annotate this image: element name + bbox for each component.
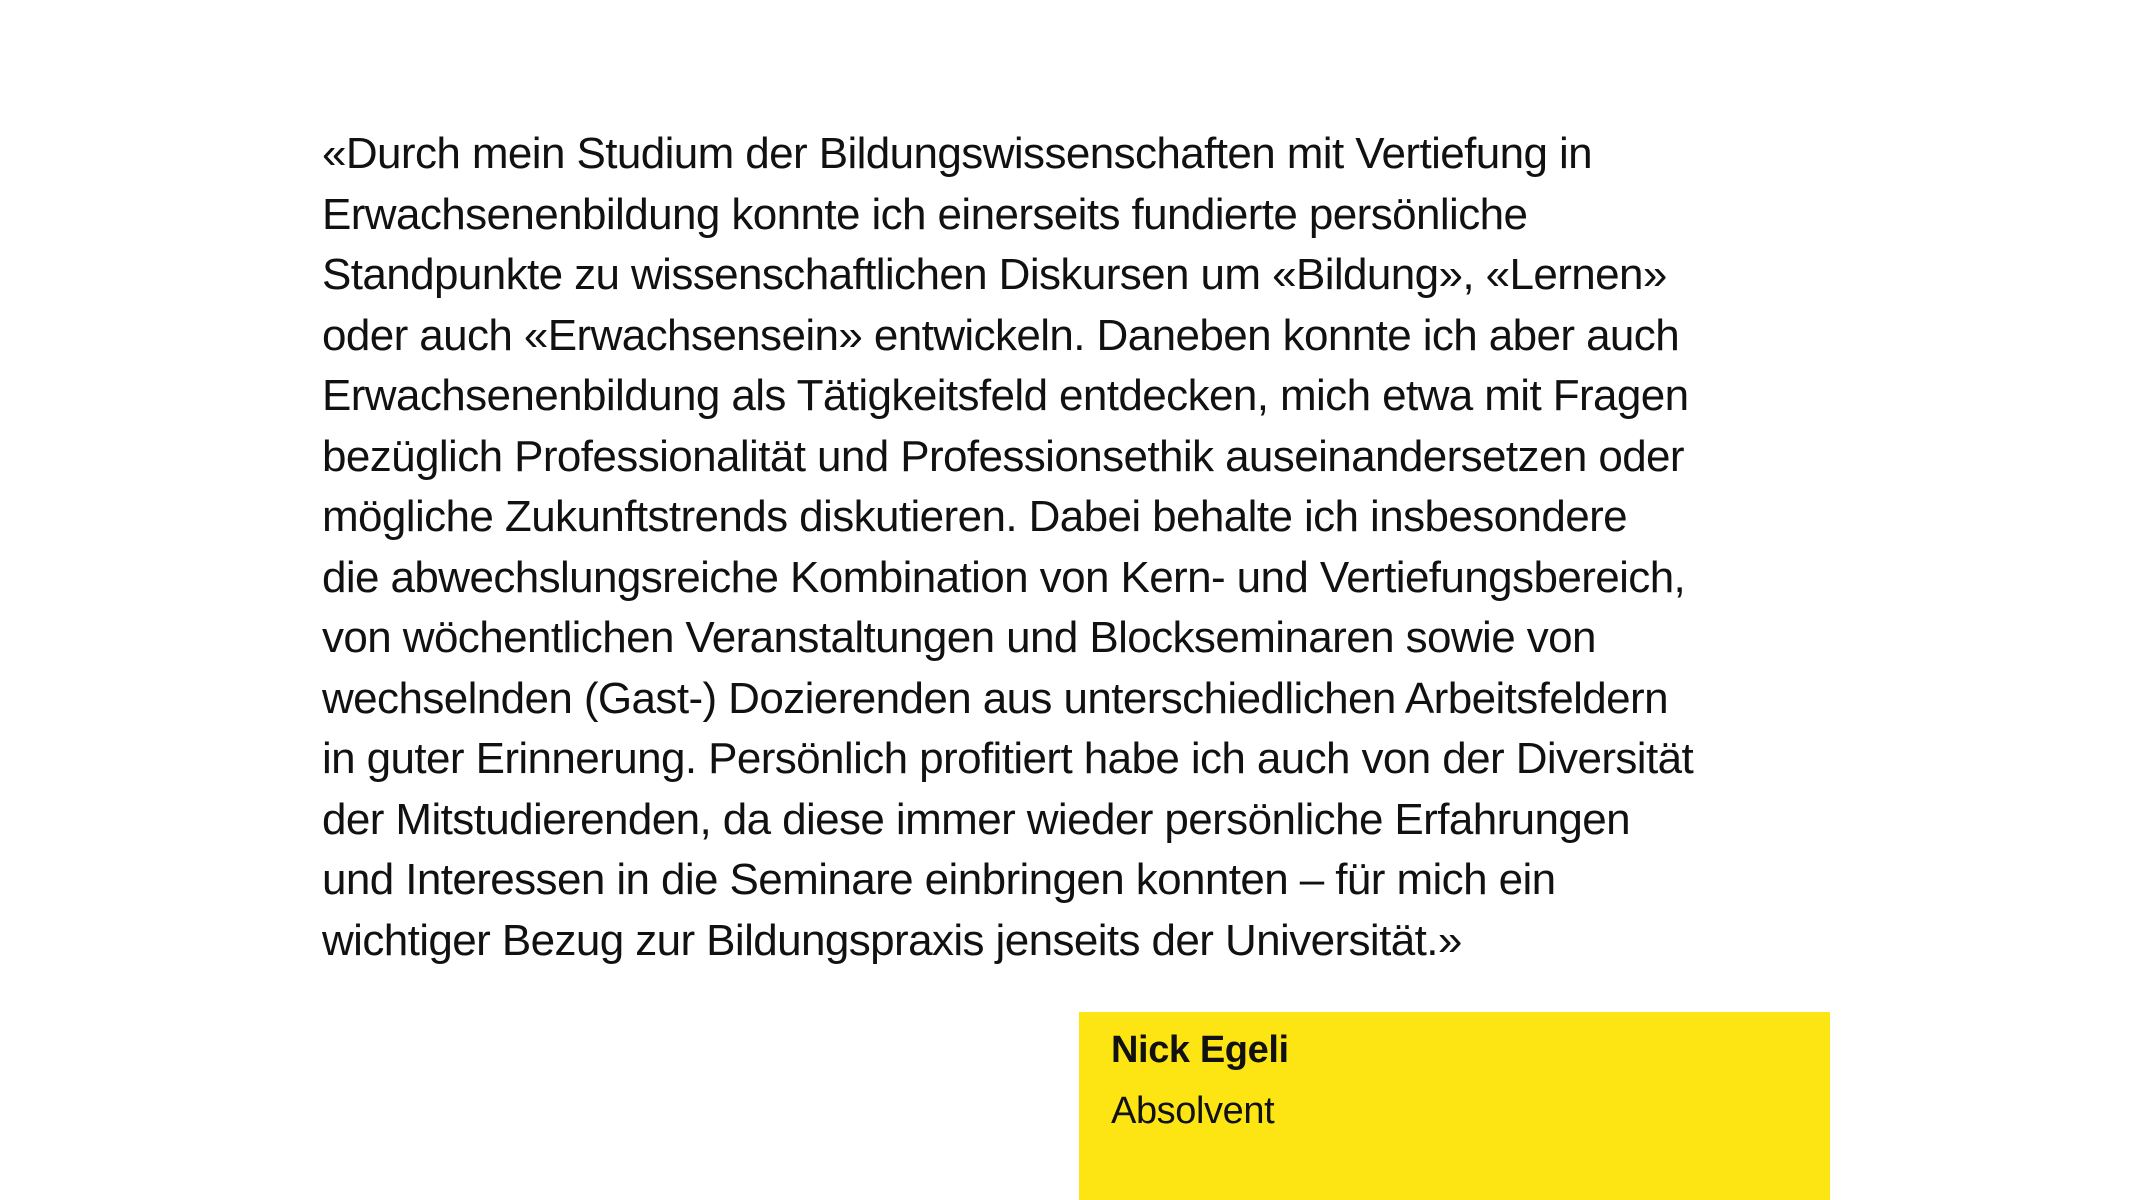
- quote-line: oder auch «Erwachsensein» entwickeln. Daneben konnte ich aber auch: [322, 310, 1680, 360]
- quote-line: Standpunkte zu wissenschaftlichen Diskursen um «Bildung», «Lernen»: [322, 250, 1667, 299]
- quote-line: «Durch mein Studium der Bildungswissenschaften mit Vertiefung in: [322, 129, 1593, 178]
- quote-line: in guter Erinnerung. Persönlich profitiert habe ich auch von der Diversität: [322, 734, 1694, 783]
- quote-line: und Interessen in die Seminare einbringen konnten – für mich ein: [322, 855, 1556, 904]
- quote-line: bezüglich Professionalität und Professionsethik auseinandersetzen oder: [322, 431, 1684, 481]
- quote-line: Erwachsenenbildung als Tätigkeitsfeld entdecken, mich etwa mit Fragen: [322, 371, 1689, 420]
- quote-line: von wöchentlichen Veranstaltungen und Blockseminaren sowie von: [322, 613, 1596, 662]
- testimonial-quote: [322, 124, 1882, 971]
- quote-line: Erwachsenenbildung konnte ich einerseits fundierte persönliche: [322, 189, 1528, 239]
- quote-line: die abwechslungsreiche Kombination von Kern- und Vertiefungsbereich,: [322, 552, 1686, 602]
- quote-line: wechselnden (Gast-) Dozierenden aus unterschiedlichen Arbeitsfeldern: [322, 673, 1668, 723]
- author-card: [1079, 1012, 1830, 1200]
- quote-line: mögliche Zukunftstrends diskutieren. Dabei behalte ich insbesondere: [322, 492, 1628, 541]
- quote-line: der Mitstudierenden, da diese immer wieder persönliche Erfahrungen: [322, 794, 1631, 844]
- quote-line: wichtiger Bezug zur Bildungspraxis jenseits der Universität.»: [322, 915, 1462, 965]
- author-role: Absolvent: [1111, 1090, 1275, 1132]
- author-name: Nick Egeli: [1111, 1029, 1289, 1071]
